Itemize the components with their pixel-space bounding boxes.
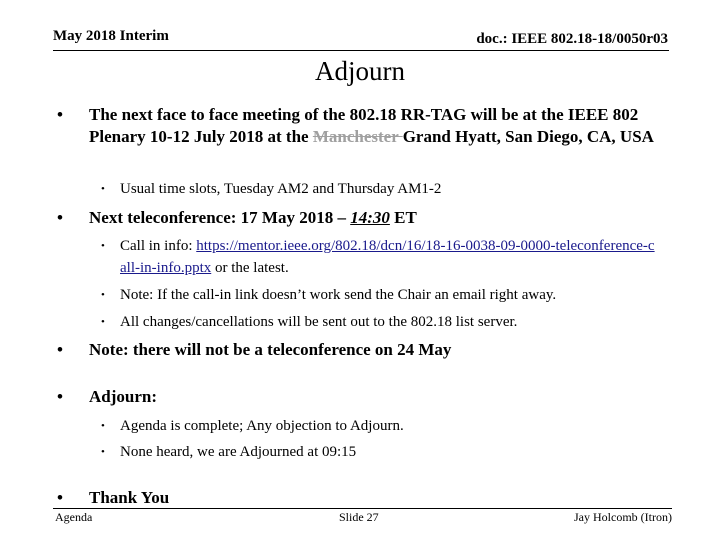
header-rule (53, 50, 669, 51)
sub-bullet-agenda-complete: • Agenda is complete; Any objection to Adjourn. (101, 415, 661, 437)
slide-title: Adjourn (315, 56, 405, 86)
bullet-adjourn: • Adjourn: (57, 387, 158, 406)
teleconference-time: 14:30 (350, 208, 390, 227)
footer-section: Agenda (55, 510, 93, 524)
sub-bullet-changes-note: • All changes/cancellations will be sent out to the 802.18 list server. (101, 311, 681, 333)
sub-bullet-adjourned-time: • None heard, we are Adjourned at 09:15 (101, 441, 661, 463)
bullet-text: Next teleconference: 17 May 2018 – (89, 208, 351, 227)
call-in-info-link[interactable]: https://mentor.ieee.org/802.18/dcn/16/18-16-0038-09-0000-teleconference-call-in-info.pptx (120, 238, 655, 276)
bullet-marker: • (57, 105, 63, 124)
bullet-marker: • (101, 446, 105, 458)
footer-rule (53, 508, 672, 509)
bullet-next-teleconference (57, 207, 669, 229)
header-doc-id: doc.: IEEE 802.18-18/0050r03 (476, 31, 668, 47)
bullet-marker: • (57, 387, 63, 406)
bullet-marker: • (101, 289, 105, 301)
bullet-marker: • (57, 488, 63, 507)
bullet-marker: • (101, 183, 105, 195)
bullet-marker: • (57, 340, 63, 359)
bullet-text-cont: Grand Hyatt, San Diego, CA, USA (402, 127, 654, 146)
bullet-marker: • (101, 316, 105, 328)
bullet-next-meeting (57, 104, 669, 148)
footer-author: Jay Holcomb (Itron) (574, 510, 672, 524)
bullet-no-teleconference: • Note: there will not be a teleconference on 24 May (57, 340, 452, 359)
sub-bullet-time-slots: • Usual time slots, Tuesday AM2 and Thursday AM1-2 (101, 178, 661, 200)
bullet-text-cont: ET (389, 208, 417, 227)
sub-bullet-call-in-note: • Note: If the call-in link doesn’t work send the Chair an email right away. (101, 284, 681, 306)
footer-slide-number: Slide 27 (339, 510, 379, 524)
sub-bullet-call-in-info: • Call in info: https://mentor.ieee.org/802.18/dcn/16/18-16-0038-09-0000-teleconference-call-in-info.pptx or the latest. (101, 235, 661, 279)
bullet-thank-you: • Thank You (57, 488, 170, 507)
struck-text: Manchester (312, 127, 403, 146)
bullet-text: The next face to face meeting of the 802.18 RR-TAG will be at the IEEE 802 Plenary 10-12 July 2018 at the (89, 105, 639, 146)
bullet-marker: • (101, 240, 105, 252)
bullet-marker: • (101, 420, 105, 432)
header-date: May 2018 Interim (53, 28, 169, 44)
bullet-marker: • (57, 208, 63, 227)
